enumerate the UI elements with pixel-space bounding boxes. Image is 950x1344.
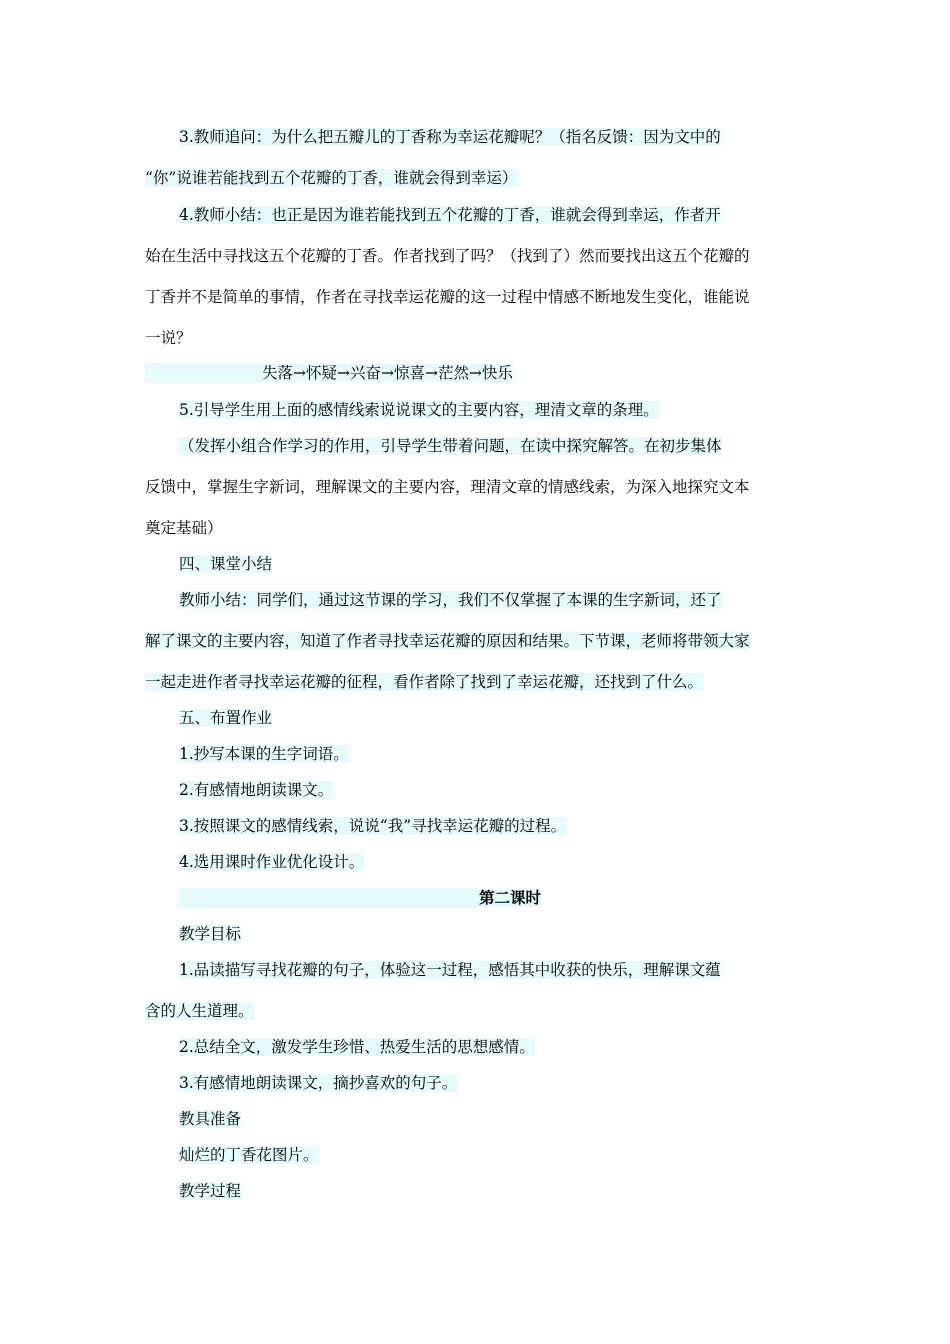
paragraph-line: 教师小结：同学们，通过这节课的学习，我们不仅掌握了本课的生字新词，还了 <box>179 591 722 609</box>
list-item: 2.总结全文，激发学生珍惜、热爱生活的思想感情。 <box>179 1038 535 1056</box>
paragraph-line: （发挥小组合作学习的作用，引导学生带着问题，在读中探究解答。在初步集体 <box>179 437 722 455</box>
paragraph-line: “你”说谁若能找到五个花瓣的丁香，谁就会得到幸运） <box>145 169 518 187</box>
section-heading: 四、课堂小结 <box>179 555 273 573</box>
list-item: 2.有感情地朗读课文。 <box>179 781 334 799</box>
list-item: 3.按照课文的感情线索，说说“我”寻找幸运花瓣的过程。 <box>179 817 567 835</box>
list-item: 1.抄写本课的生字词语。 <box>179 745 349 763</box>
section-heading: 教学过程 <box>179 1182 242 1200</box>
paragraph-line: 反馈中，掌握生字新词，理解课文的主要内容，理清文章的情感线索，为深入地探究文本 <box>145 478 750 496</box>
paragraph-line: 5.引导学生用上面的感情线索说说课文的主要内容，理清文章的条理。 <box>179 401 659 419</box>
paragraph-line: 始在生活中寻找这五个花瓣的丁香。作者找到了吗？（找到了）然而要找出这五个花瓣的 <box>145 247 750 265</box>
paragraph-line: 解了课文的主要内容，知道了作者寻找幸运花瓣的原因和结果。下节课，老师将带领大家 <box>145 632 750 650</box>
paragraph-line: 3.教师追问：为什么把五瓣儿的丁香称为幸运花瓣呢？（指名反馈：因为文中的 <box>179 128 721 146</box>
list-item-continued: 含的人生道理。 <box>145 1002 254 1020</box>
paragraph-line: 一说？ <box>145 329 192 347</box>
lesson-title-row <box>179 888 807 908</box>
section-heading: 五、布置作业 <box>179 709 273 727</box>
list-item: 4.选用课时作业优化设计。 <box>179 853 365 871</box>
paragraph-line: 4.教师小结：也正是因为谁若能找到五个花瓣的丁香，谁就会得到幸运，作者开 <box>179 206 721 224</box>
list-item: 1.品读描写寻找花瓣的句子，体验这一过程，感悟其中收获的快乐，理解课文蕴 <box>179 961 721 979</box>
emotion-sequence: 失落→怀疑→兴奋→惊喜→茫然→快乐 <box>145 363 513 383</box>
paragraph-line: 丁香并不是简单的事情，作者在寻找幸运花瓣的这一过程中情感不断地发生变化，谁能说 <box>145 288 750 306</box>
paragraph-line: 灿烂的丁香花图片。 <box>179 1146 319 1164</box>
section-heading: 教具准备 <box>179 1110 242 1128</box>
lesson-title: 第二课时 <box>479 889 542 907</box>
paragraph-line: 一起走进作者寻找幸运花瓣的征程，看作者除了找到了幸运花瓣，还找到了什么。 <box>145 673 704 691</box>
paragraph-line: 奠定基础） <box>145 519 223 537</box>
section-heading: 教学目标 <box>179 925 242 943</box>
list-item: 3.有感情地朗读课文，摘抄喜欢的句子。 <box>179 1074 458 1092</box>
